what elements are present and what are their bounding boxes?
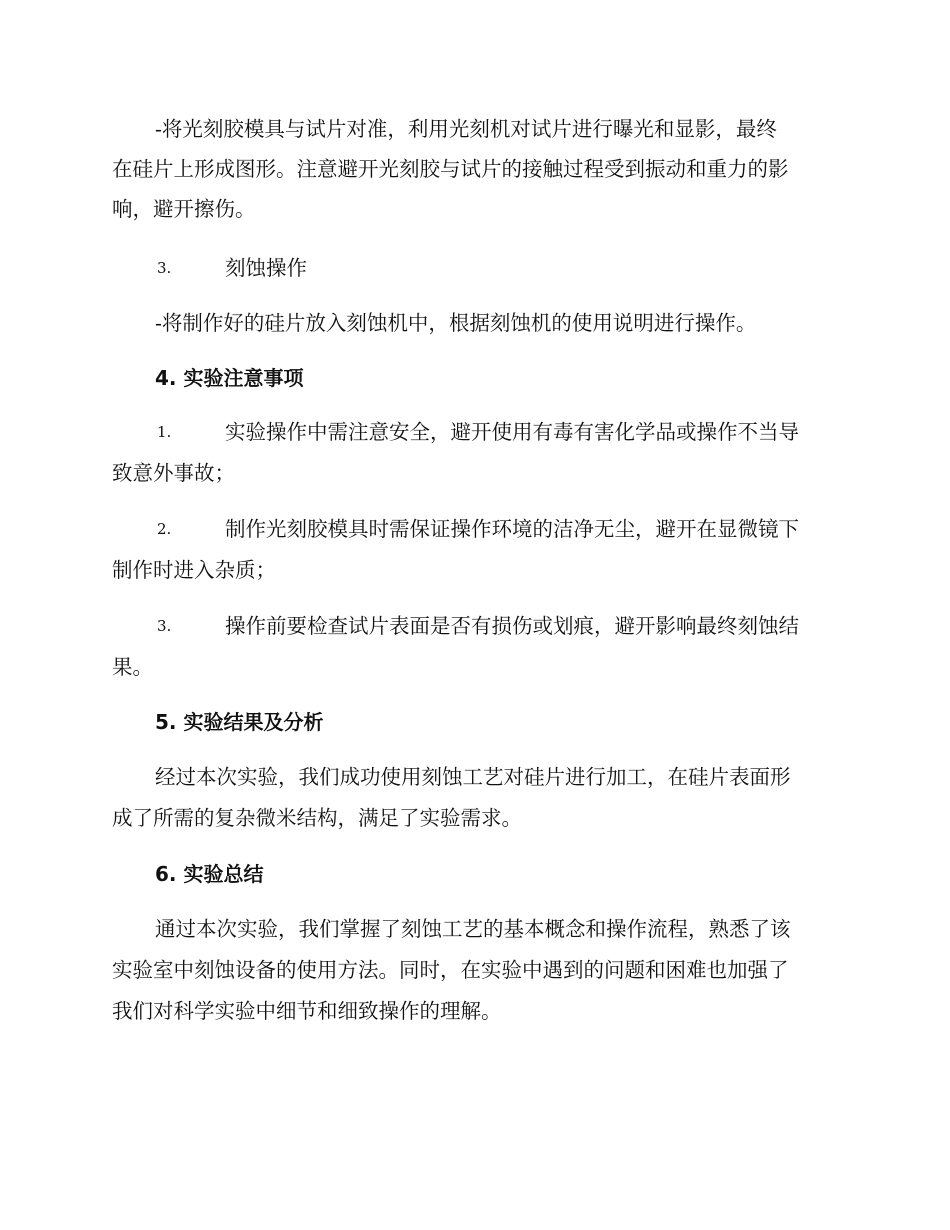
paragraph-line: -将光刻胶模具与试片对准，利用光刻机对试片进行曝光和显影，最终 — [155, 117, 777, 141]
paragraph-line: -将制作好的硅片放入刻蚀机中，根据刻蚀机的使用说明进行操作。 — [155, 311, 757, 335]
list-text: 刻蚀操作 — [225, 256, 307, 280]
section-heading: 5. 实验结果及分析 — [155, 710, 324, 734]
section-heading: 4. 实验注意事项 — [155, 366, 304, 390]
list-text: 制作光刻胶模具时需保证操作环境的洁净无尘，避开在显微镜下 — [225, 517, 799, 541]
list-number: 2. — [157, 520, 172, 538]
paragraph-line: 成了所需的复杂微米结构，满足了实验需求。 — [112, 806, 522, 830]
list-number: 1. — [157, 423, 172, 441]
list-number: 3. — [157, 259, 172, 277]
paragraph-line: 制作时进入杂质； — [112, 558, 276, 582]
paragraph-line: 实验室中刻蚀设备的使用方法。同时，在实验中遇到的问题和困难也加强了 — [112, 958, 789, 982]
paragraph-line: 致意外事故； — [112, 461, 235, 485]
list-text: 实验操作中需注意安全，避开使用有毒有害化学品或操作不当导 — [225, 420, 799, 444]
paragraph-line: 果。 — [112, 655, 153, 679]
paragraph-line: 经过本次实验，我们成功使用刻蚀工艺对硅片进行加工，在硅片表面形 — [155, 765, 791, 789]
paragraph-line: 我们对科学实验中细节和细致操作的理解。 — [112, 999, 502, 1023]
paragraph-line: 在硅片上形成图形。注意避开光刻胶与试片的接触过程受到振动和重力的影 — [112, 157, 789, 181]
list-text: 操作前要检查试片表面是否有损伤或划痕，避开影响最终刻蚀结 — [225, 614, 799, 638]
paragraph-line: 通过本次实验，我们掌握了刻蚀工艺的基本概念和操作流程，熟悉了该 — [155, 917, 791, 941]
section-heading: 6. 实验总结 — [155, 862, 264, 886]
paragraph-line: 响，避开擦伤。 — [112, 197, 256, 221]
list-number: 3. — [157, 617, 172, 635]
